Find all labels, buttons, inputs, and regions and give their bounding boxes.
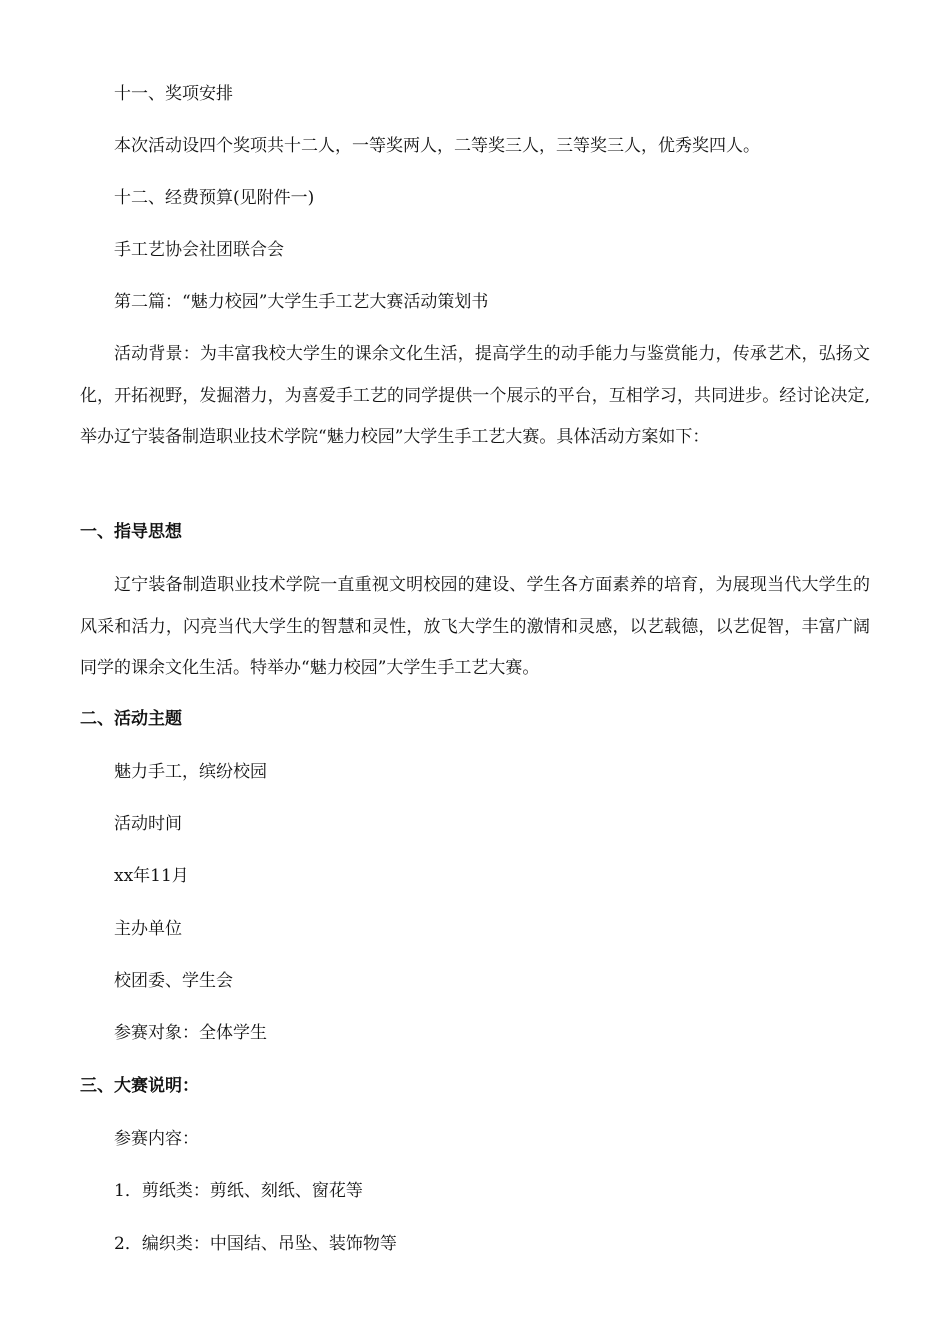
heading-activity-theme: 二、活动主题 — [80, 709, 182, 729]
participants-text: 参赛对象：全体学生 — [114, 1023, 267, 1043]
section-11-title: 十一、奖项安排 — [114, 84, 233, 104]
theme-text: 魅力手工，缤纷校园 — [114, 762, 267, 782]
host-label: 主办单位 — [114, 919, 182, 939]
organization-name: 手工艺协会社团联合会 — [114, 240, 284, 260]
heading-guiding-ideology: 一、指导思想 — [80, 522, 182, 542]
time-value: xx年11月 — [114, 866, 189, 886]
list-item-paper-cutting: 1．剪纸类：剪纸、刻纸、窗花等 — [114, 1181, 363, 1201]
background-paragraph: 活动背景：为丰富我校大学生的课余文化生活，提高学生的动手能力与鉴赏能力，传承艺术，弘扬文化，开拓视野，发掘潜力，为喜爱手工艺的同学提供一个展示的平台，互相学习，共同进步。经讨论决定,举办辽宁装备制造职业技术学院“魅力校园”大学生手工艺大赛。具体活动方案如下： — [80, 344, 870, 447]
guiding-ideology-paragraph: 辽宁装备制造职业技术学院一直重视文明校园的建设、学生各方面素养的培育，为展现当代大学生的风采和活力，闪亮当代大学生的智慧和灵性，放飞大学生的激情和灵感，以艺载德，以艺促智，丰富广阔同学的课余文化生活。特举办“魅力校园”大学生手工艺大赛。 — [80, 575, 870, 678]
host-value: 校团委、学生会 — [114, 971, 233, 991]
heading-contest-description: 三、大赛说明： — [80, 1076, 199, 1096]
time-label: 活动时间 — [114, 814, 182, 834]
part-two-title: 第二篇：“魅力校园”大学生手工艺大赛活动策划书 — [114, 292, 489, 312]
section-12-title: 十二、经费预算(见附件一) — [114, 188, 315, 208]
list-item-weaving: 2．编织类：中国结、吊坠、装饰物等 — [114, 1234, 397, 1254]
awards-text: 本次活动设四个奖项共十二人，一等奖两人，二等奖三人，三等奖三人，优秀奖四人。 — [114, 136, 760, 156]
content-label: 参赛内容： — [114, 1129, 199, 1149]
